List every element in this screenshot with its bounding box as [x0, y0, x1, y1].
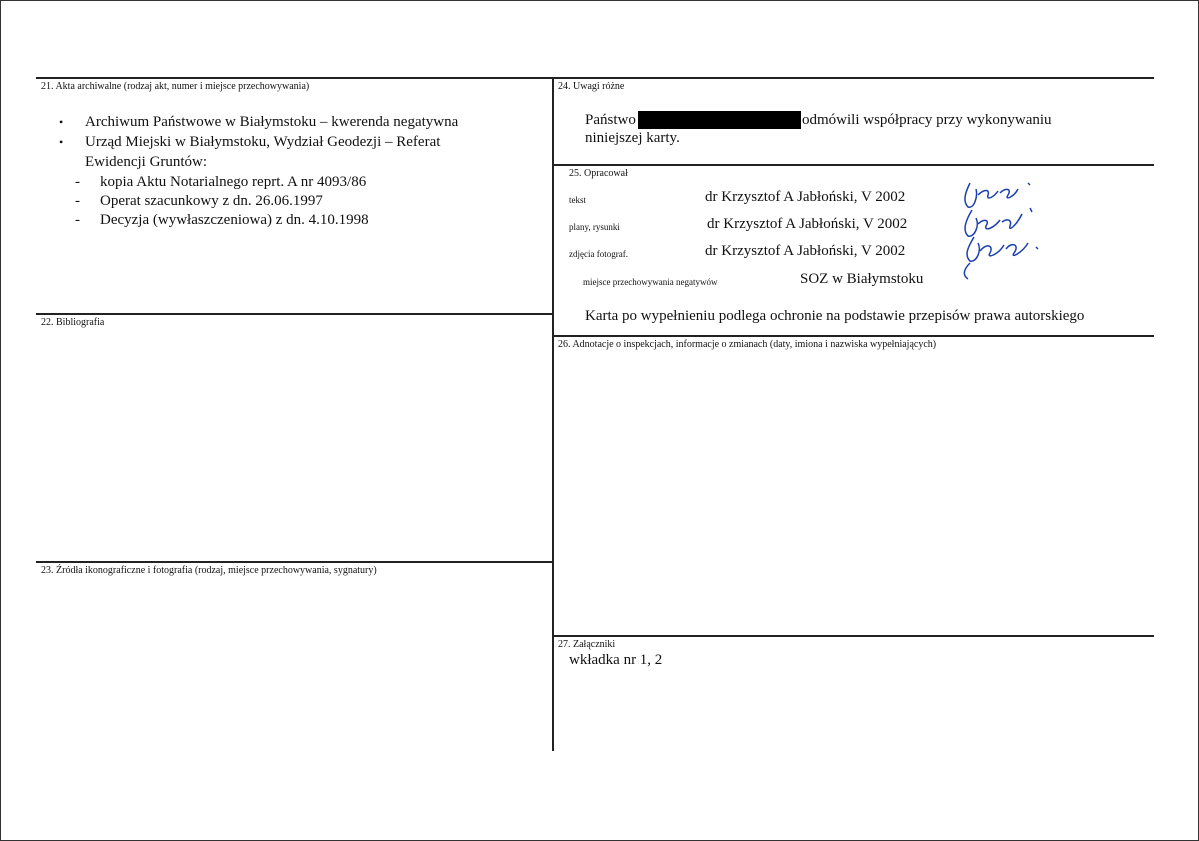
section-25-header: 25. Opracował [569, 168, 628, 179]
archive-item-1: Archiwum Państwowe w Białymstoku – kwerenda negatywna [85, 114, 459, 130]
archive-subitem-2: Operat szacunkowy z dn. 26.06.1997 [100, 193, 323, 209]
author-row-value: dr Krzysztof A Jabłoński, V 2002 [705, 243, 906, 259]
negatives-label: miejsce przechowywania negatywów [583, 277, 718, 287]
negatives-value: SOZ w Białymstoku [800, 271, 924, 287]
remarks-line-2: niniejszej karty. [585, 130, 680, 146]
archive-item-2-cont: Ewidencji Gruntów: [85, 154, 208, 170]
author-row-value: dr Krzysztof A Jabłoński, V 2002 [705, 189, 906, 205]
remarks-line-1-start: Państwo [585, 112, 636, 128]
remarks-line-1-end: odmówili współpracy przy wykonywaniu [802, 112, 1052, 128]
rule-27 [553, 635, 1154, 637]
section-23-header: 23. Źródła ikonograficzne i fotografia (rodzaj, miejsce przechowywania, sygnatury) [41, 565, 377, 576]
archive-subitem-3: Decyzja (wywłaszczeniowa) z dn. 4.10.1998 [100, 212, 369, 228]
rule-25 [553, 164, 1154, 166]
top-rule-right [553, 77, 1154, 79]
dash-icon: - [75, 212, 80, 228]
section-26-header: 26. Adnotacje o inspekcjach, informacje o zmianach (daty, imiona i nazwiska wypełniających) [558, 339, 937, 350]
archive-subitem-1: kopia Aktu Notarialnego reprt. A nr 4093/86 [100, 174, 367, 190]
dash-icon: - [75, 174, 80, 190]
signature-3-icon [956, 233, 1046, 281]
rule-22 [36, 313, 553, 315]
rule-26 [553, 335, 1154, 337]
author-row-value: dr Krzysztof A Jabłoński, V 2002 [707, 216, 908, 232]
copyright-note: Karta po wypełnieniu podlega ochronie na podstawie przepisów prawa autorskiego [585, 308, 1085, 324]
column-divider [552, 77, 554, 751]
top-rule-left [36, 77, 553, 79]
section-22-header: 22. Bibliografia [41, 317, 105, 328]
author-row-label: zdjęcia fotograf. [569, 249, 628, 259]
dash-icon: - [75, 193, 80, 209]
archive-item-2: Urząd Miejski w Białymstoku, Wydział Geodezji – Referat [85, 134, 441, 150]
redaction-bar [638, 111, 801, 129]
author-row-label: tekst [569, 195, 586, 205]
author-row-label: plany, rysunki [569, 222, 620, 232]
section-27-header: 27. Załączniki [558, 639, 616, 650]
section-24-header: 24. Uwagi różne [558, 81, 625, 92]
bullet-icon: • [59, 115, 64, 129]
rule-23 [36, 561, 553, 563]
bullet-icon: • [59, 135, 64, 149]
section-21-header: 21. Akta archiwalne (rodzaj akt, numer i miejsce przechowywania) [41, 81, 310, 92]
attachments-value: wkładka nr 1, 2 [569, 652, 663, 668]
